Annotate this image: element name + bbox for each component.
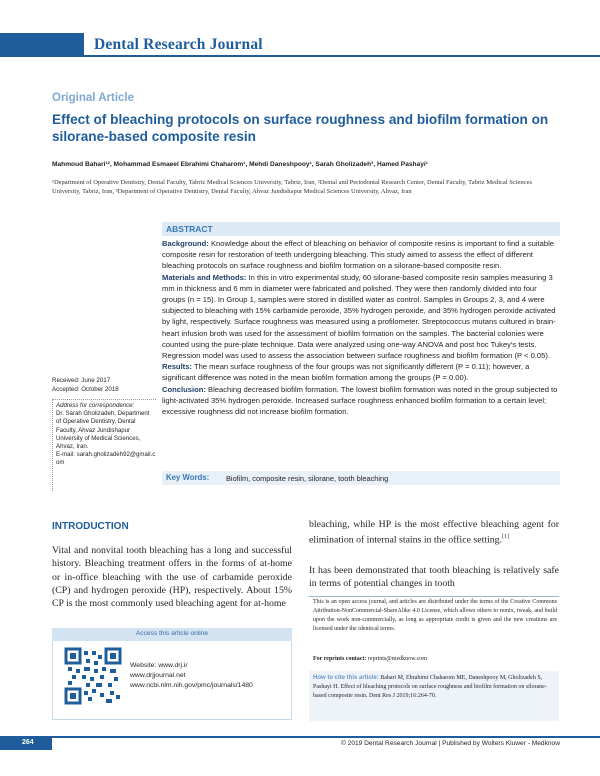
footer-copyright: © 2019 Dental Research Journal | Published by Wolters Kluwer - Medknow	[340, 740, 560, 747]
website-link-3[interactable]: www.ncbi.nlm.nih.gov/pmc/journals/1480	[130, 682, 253, 689]
dates-block	[52, 377, 119, 394]
citation-text: Bahari M, Ebrahimi Chaharom ME, Daneshpooy M, Gholizadeh S, Pashayi H. Effect of bleaching protocols on surface roughness and biofilm formation on silorane-based composite resin. Dent Res J 2019;16:264-70.	[313, 675, 547, 700]
correspondence-label: Address for correspondence:	[56, 402, 135, 409]
abstract-results	[162, 361, 560, 383]
body-paragraph-right-2: It has been demonstrated that tooth bleaching is relatively safe in terms of potential changes in tooth	[309, 565, 559, 590]
correspondence-address: Dr. Sarah Gholizadeh, Department of Operative Dentistry, Dental Faculty, Ahvaz Jundishapur University of Medical Sciences, Ahvaz, Iran.	[56, 410, 150, 451]
conclusion-label: Conclusion:	[162, 384, 206, 394]
website-link[interactable]: www.drj.ir	[158, 662, 188, 669]
abstract-conclusion	[162, 384, 560, 418]
reprints-label: For reprints contact:	[313, 656, 367, 662]
results-label: Results:	[162, 362, 192, 372]
qr-code-icon	[64, 647, 122, 705]
methods-label: Materials and Methods:	[162, 272, 247, 282]
website-block	[130, 661, 253, 691]
license-divider	[309, 596, 559, 597]
background-text: Knowledge about the effect of bleaching on behavior of composite resins is important to find a suitable composite resin for restoration of teeth undergoing bleaching. This study aimed to assess the effect of different bleaching protocols on surface roughness and biofilm formation on a silorane-based composite resin.	[162, 239, 555, 271]
introduction-heading: INTRODUCTION	[52, 521, 129, 532]
abstract-methods	[162, 272, 560, 362]
abstract-body	[162, 238, 560, 417]
correspondence-email: E-mail: sarah.gholizadeh92@gmail.com	[56, 451, 156, 467]
background-label: Background:	[162, 239, 209, 248]
header-accent-block	[0, 33, 84, 57]
article-type: Original Article	[52, 92, 135, 104]
reference-link[interactable]: [1]	[502, 534, 509, 541]
access-heading: Access this article online	[135, 630, 209, 637]
license-text: This is an open access journal, and articles are distributed under the terms of the Creative Commons Attribution-NonCommercial-ShareAlike 4.0 License, which allows others to remix, tweak, and build upon the work non-commercially, as long as appropriate credit is given and the new creations are licensed under the identical terms.	[313, 599, 557, 632]
abstract-heading: ABSTRACT	[166, 224, 213, 234]
affiliations: ¹Department of Operative Dentistry, Dental Faculty, Tabriz Medical Sciences University, Tabriz, Iran, ²Dental and Periodontal Research Center, Dental Faculty, Tabriz Medical Sciences University, Tabriz, Iran, ³Department of Operative Dentistry, Dental Faculty, Ahvaz Jundishapur Medical Sciences University, Ahvaz, Iran	[52, 179, 532, 196]
citation-block	[313, 674, 557, 702]
footer-rule	[0, 736, 600, 738]
body-text-right-1: bleaching, while HP is the most effective bleaching agent for elimination of internal stains in the office setting.	[309, 519, 559, 546]
reprints-line	[313, 656, 427, 662]
correspondence-block	[56, 402, 156, 468]
reprints-email[interactable]: reprints@medknow.com	[367, 656, 427, 662]
methods-text: In this in vitro experimental study, 60 silorane-based composite resin samples measuring 3 mm in thickness and 6 mm in diameter were fabricated and polished. They were then randomly divided into four groups (n = 15). In Group 1, samples were stored in distilled water as control. Samples in Groups 2, 3, and 4 were subjected to bleaching with 15% carbamide peroxide, 35% hydrogen peroxide, and 35% hydrogen peroxide activated by light, respectively. Surface roughness was measured using a profilometer. Streptococcus mutans cultured in brain-heart infusion broth was used for the assessment of biofilm formation on the samples. The bacterial colonies were counted using the pure-plate technique. Data were analyzed using one-way ANOVA and post hoc Tukey's tests. Regression model was used to assess the association between surface roughness and biofilm formation (P < 0.05).	[162, 272, 556, 361]
keywords-label: Key Words:	[166, 473, 210, 482]
author-list: Mahmoud Bahari¹², Mohammad Esmaeel Ebrahimi Chaharom¹, Mehdi Daneshpooy¹, Sarah Gholizadeh³, Hamed Pashayi¹	[52, 161, 428, 168]
website-label: Website:	[130, 662, 157, 669]
results-text: The mean surface roughness of the four groups was not significantly different (P = 0.11); however, a significant difference was noted in the mean biofilm formation among the groups (P = 0.00).	[162, 362, 530, 383]
website-link-2[interactable]: www.drjjournal.net	[130, 672, 186, 679]
abstract-background	[162, 238, 560, 272]
citation-label: How to cite this article:	[313, 675, 379, 681]
introduction-paragraph: Vital and nonvital tooth bleaching has a long and successful history. Bleaching treatment offers in the forms of at-home or in-office bleaching with the use of carbamide peroxide (CP) and hydrogen peroxide (HP), respectively. About 15% CP is the most commonly used bleaching agent for at-home	[52, 545, 292, 610]
keywords-text: Biofilm, composite resin, silorane, tooth bleaching	[226, 474, 389, 483]
article-title: Effect of bleaching protocols on surface roughness and biofilm formation on silorane-based composite resin	[52, 112, 549, 144]
website-line-1	[130, 661, 253, 671]
received-date: Received: June 2017	[52, 377, 111, 384]
conclusion-text: Bleaching decreased biofilm formation. The lowest biofilm formation was noted in the group subjected to light-activated 35% hydrogen peroxide. Increased surface roughness enhanced biofilm formation to a certain level; excessive roughness did not increase biofilm formation.	[162, 384, 558, 417]
journal-title: Dental Research Journal	[94, 36, 263, 53]
page-number: 264	[22, 739, 34, 746]
accepted-date: Accepted: October 2018	[52, 385, 119, 393]
body-paragraph-right-1	[309, 518, 559, 547]
abstract-heading-band	[162, 222, 560, 236]
